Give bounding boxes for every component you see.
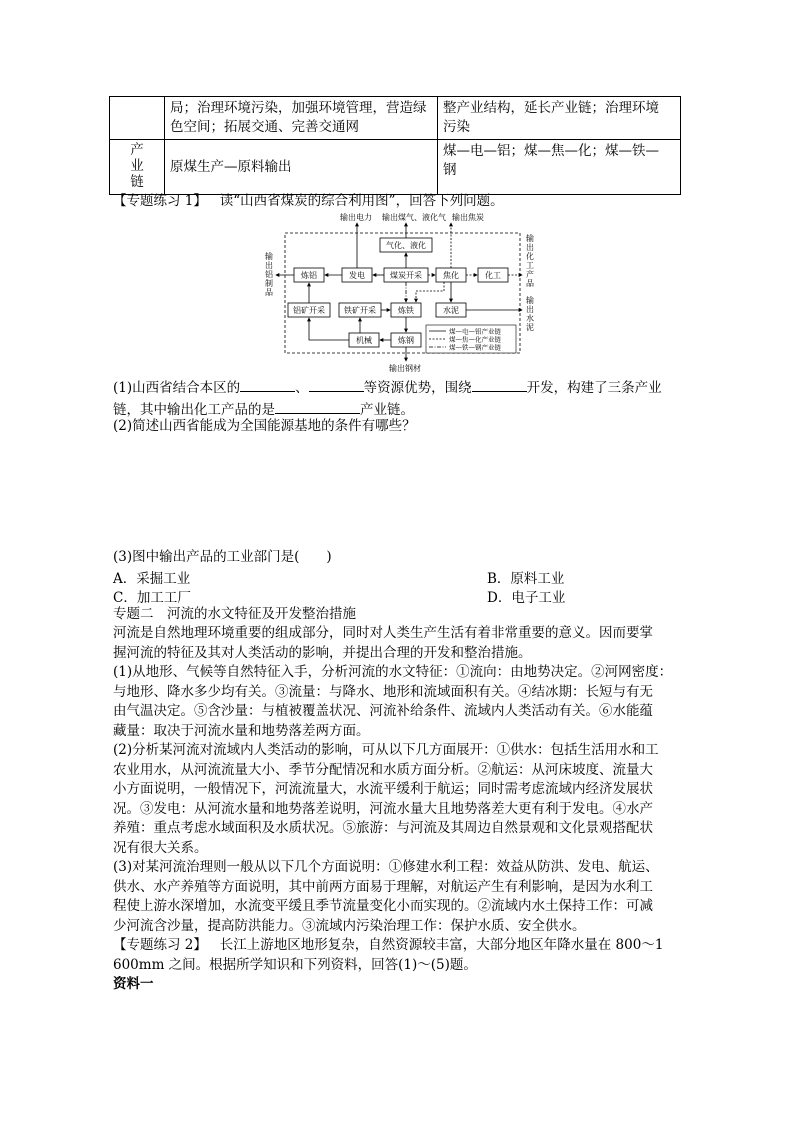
option-a[interactable]: A．采掘工业 — [113, 571, 191, 587]
label-output-aluminum — [265, 251, 273, 297]
label-output-coke: 输出焦炭 — [452, 213, 484, 222]
label-output-steel: 输出钢材 — [389, 364, 421, 373]
label-output-chemicals — [526, 233, 534, 288]
legend-item: 煤—铁—钢产业链 — [449, 343, 501, 352]
table-cell: 煤—电—铝；煤—焦—化；煤—铁— 钢 — [438, 140, 681, 195]
svg-text:泥: 泥 — [526, 323, 534, 332]
answer-blank[interactable] — [309, 377, 364, 392]
box-power-generation-label: 发电 — [349, 271, 365, 280]
label-output-gas: 输出煤气、液化气 — [382, 213, 446, 222]
box-steel-label: 炼钢 — [398, 336, 414, 345]
box-cement-label: 水泥 — [443, 306, 459, 315]
table-cell-label — [110, 97, 165, 140]
legend-item: 煤—电—铝产业链 — [449, 327, 501, 336]
label-output-cement — [526, 295, 534, 332]
svg-text:工: 工 — [526, 261, 534, 270]
box-chemical-label: 化工 — [485, 271, 501, 280]
legend-item: 煤—焦—化产业链 — [449, 335, 501, 344]
svg-text:品: 品 — [526, 279, 534, 288]
svg-text:铝: 铝 — [265, 270, 273, 279]
box-coking-label: 焦化 — [443, 271, 459, 280]
svg-text:输: 输 — [526, 296, 534, 305]
topic-2-paragraph-1: (1)从地形、气候等自然特征入手，分析河流的水文特征：①流向：由地势决定。②河网密度： 与地形、降水多少均有关。③流量：与降水、地形和流域面积有关。④结冰期：长短与有无 由气温决定。⑤含沙量：与植被覆盖状况、河流补给条件、流域内人类活动有关。⑥水能蕴 藏量：取决于河流水量和地势落差两方面。 — [113, 664, 673, 739]
box-iron-smelting-label: 炼铁 — [398, 306, 414, 315]
svg-text:化: 化 — [526, 252, 534, 261]
label-output-power: 输出电力 — [340, 213, 372, 222]
svg-text:出: 出 — [526, 305, 534, 314]
comparison-table — [109, 96, 681, 195]
box-bauxite-mining-label: 铝矿开采 — [293, 306, 325, 315]
option-d[interactable]: D．电子工业 — [487, 590, 566, 606]
svg-text:品: 品 — [265, 288, 273, 297]
svg-text:出: 出 — [265, 261, 273, 270]
topic-2-paragraph-2: (2)分析某河流对流域内人类活动的影响，可从以下几方面展开：①供水：包括生活用水和工 农业用水，从河流流量大小、季节分配情况和水质方面分析。②航运：从河床坡度、流量大 小方面说明，一般情况下，河流流量大，水流平缓利于航运；同时需考虑流域内经济发展状 况。③发电：从河流水量和地势落差说明，河流水量大且地势落差大更有利于发电。④水产 养殖：重点考虑水域面积及水质状况。⑤旅游：与河流及其周边自然景观和文化景观搭配状 况有很大关系。 — [113, 742, 659, 856]
question-2: (2)简述山西省能成为全国能源基地的条件有哪些？ — [113, 418, 416, 434]
option-b[interactable]: B．原料工业 — [487, 571, 565, 587]
coal-utilization-diagram — [256, 211, 546, 373]
svg-text:输: 输 — [265, 252, 273, 261]
topic-2-title: 专题二 河流的水文特征及开发整治措施 — [113, 606, 356, 622]
table-row — [110, 140, 681, 195]
answer-blank[interactable] — [240, 377, 295, 392]
diagram-legend — [426, 325, 516, 353]
box-coal-mining-label: 煤炭开采 — [390, 271, 422, 280]
question-3-stem: (3)图中输出产品的工业部门是( ) — [113, 549, 332, 565]
answer-blank[interactable] — [472, 377, 527, 392]
material-1-label: 资料一 — [113, 976, 154, 992]
practice-2: 【专题练习 2】 长江上游地区地形复杂，自然资源较丰富，大部分地区年降水量在 800～1 600mm 之间。根据所学知识和下列资料，回答(1)～(5)题。 — [113, 937, 664, 973]
table-row — [110, 97, 681, 140]
question-1: (1)山西省结合本区的 、 等资源优势，围绕 开发，构建了三条产业 链，其中输出化工产品的是 产业链。 — [113, 377, 685, 420]
practice-1-heading: 【专题练习 1】 读“山西省煤炭的综合利用图”，回答下列问题。 — [113, 193, 504, 209]
box-aluminum-smelting-label: 炼铝 — [301, 271, 317, 280]
table-cell: 原煤生产—原料输出 — [165, 140, 438, 195]
svg-text:产: 产 — [526, 270, 534, 279]
table-cell-label — [110, 140, 165, 195]
box-iron-mining-label: 铁矿开采 — [344, 306, 376, 315]
svg-text:水: 水 — [526, 314, 534, 323]
topic-2-intro: 河流是自然地理环境重要的组成部分，同时对人类生产生活有着非常重要的意义。因而要掌 握河流的特征及其对人类活动的影响，并提出合理的开发和整治措施。 — [113, 625, 653, 661]
topic-2-paragraph-3: (3)对某河流治理则一般从以下几个方面说明：①修建水利工程：效益从防洪、发电、航运、 供水、水产养殖等方面说明，其中前两方面易于理解，对航运产生有利影响，是因为水利工 程使上游水深增加，水流变平缓且季节流量变化小而实现的。②流域内水土保持工作：可减 少河流含沙量，提高防洪能力。③流域内污染治理工作：保护水质、安全供水。 — [113, 859, 659, 934]
svg-text:输: 输 — [526, 234, 534, 243]
table-cell: 整产业结构，延长产业链；治理环境 污染 — [438, 97, 681, 140]
row-label-industry-chain: 产 业 链 — [130, 142, 144, 190]
option-c[interactable]: C．加工工厂 — [113, 590, 191, 606]
svg-text:制: 制 — [265, 279, 273, 288]
box-machinery-label: 机械 — [356, 336, 372, 345]
table-cell: 局；治理环境污染，加强环境管理，营造绿 色空间；拓展交通、完善交通网 — [165, 97, 438, 140]
svg-text:出: 出 — [526, 243, 534, 252]
answer-blank[interactable] — [275, 399, 360, 414]
box-gasify-label: 气化、液化 — [386, 241, 426, 250]
